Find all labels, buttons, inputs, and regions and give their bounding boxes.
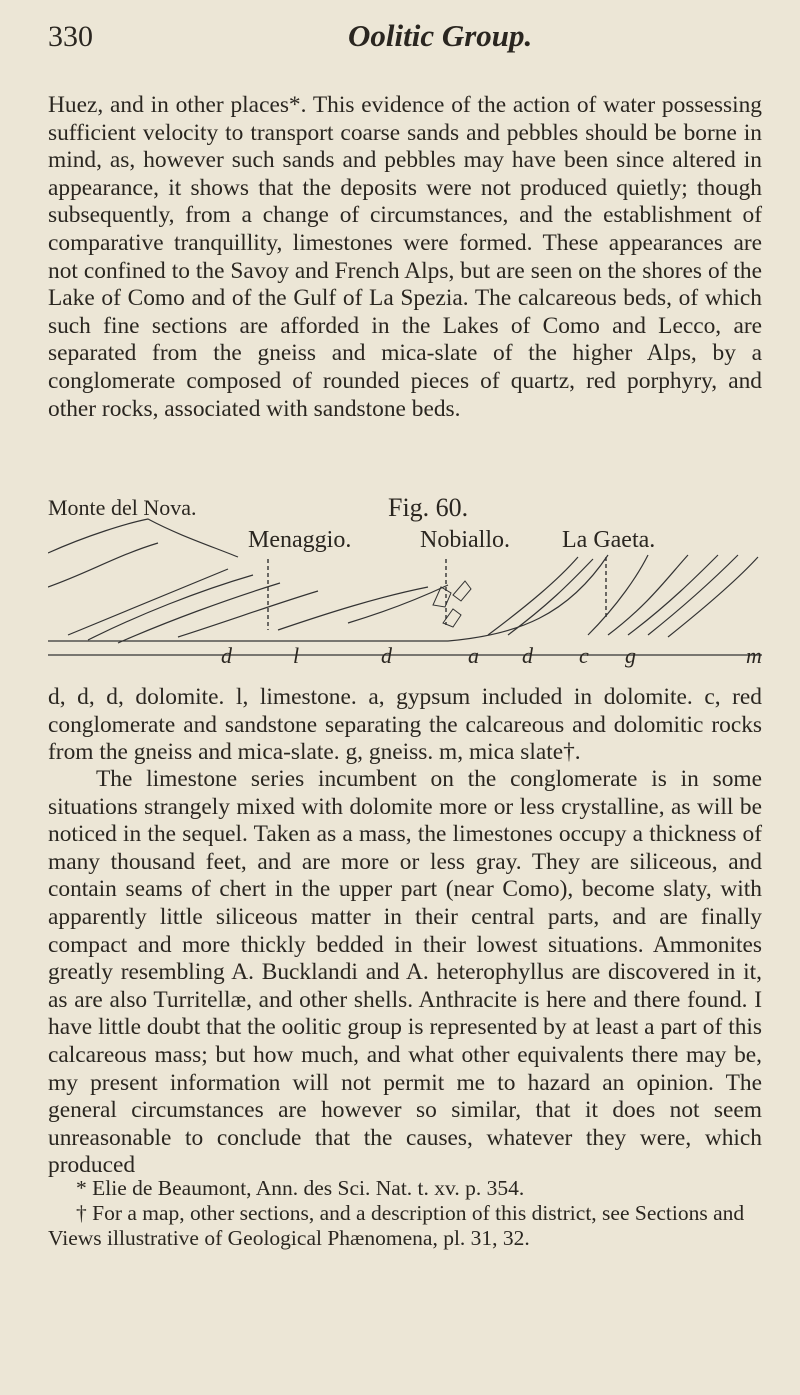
- legend-text: d, d, d, dolomite. l, limestone. a, gypsum included in dolomite. c, red conglomerate and sandstone separating the calcareous and dolomitic rocks from the gneiss and mica-slate. g, gneiss. m, mica slate†.: [48, 684, 762, 766]
- place-label-nobiallo: Nobiallo.: [420, 527, 510, 553]
- body-text-bottom: [48, 766, 762, 1180]
- letter-d-2: d: [381, 643, 392, 668]
- page-number: 330: [48, 20, 93, 53]
- section-drawing: [48, 495, 762, 670]
- section-markers: [268, 557, 606, 630]
- place-label-menaggio: Menaggio.: [248, 527, 352, 553]
- geological-section-figure: [48, 495, 762, 670]
- letter-a: a: [468, 643, 479, 668]
- page-header: [48, 18, 748, 58]
- letter-d-1: d: [221, 643, 232, 668]
- place-label-monte-del-nova: Monte del Nova.: [48, 495, 197, 520]
- strata-lines: [48, 519, 758, 643]
- paragraph: The limestone series incumbent on the conglomerate is in some situations strangely mixed with dolomite more or less crystalline, as will be noticed in the sequel. Taken as a mass, the limestones occupy a thickness of many thousand feet, and are more or less gray. They are siliceous, and contain seams of chert in the upper part (near Como), become slaty, with apparently little siliceous matter in their central parts, and are finally compact and more thickly bedded in their lowest situations. Ammonites greatly resembling A. Bucklandi and A. heterophyllus are discovered in it, as are also Turritellæ, and other shells. Anthracite is here and there found. I have little doubt that the oolitic group is represented by at least a part of this calcareous mass; but how much, and what other equivalents there may be, my present information will not permit me to hazard an opinion. The general circumstances are however so similar, that it does not seem unreasonable to conclude that the causes, whatever they were, which produced: [48, 766, 762, 1179]
- footnote: * Elie de Beaumont, Ann. des Sci. Nat. t. xv. p. 354.: [76, 1176, 525, 1200]
- letter-m: m: [746, 643, 762, 668]
- body-text-top: [48, 92, 762, 423]
- letter-c: c: [579, 643, 589, 668]
- footnote: † For a map, other sections, and a description of this district, see Sections and Views illustrative of Geological Phænomena, pl. 31, 32.: [48, 1201, 745, 1250]
- letter-l: l: [293, 643, 300, 668]
- place-label-la-gaeta: La Gaeta.: [562, 527, 656, 553]
- gypsum-patch: [433, 581, 471, 627]
- footnotes: [48, 1176, 762, 1251]
- running-title: Oolitic Group.: [348, 18, 533, 53]
- letter-d-3: d: [522, 643, 533, 668]
- figure-label: Fig. 60.: [388, 493, 469, 522]
- figure-legend: [48, 684, 762, 767]
- paragraph: Huez, and in other places*. This evidence of the action of water possessing sufficient velocity to transport coarse sands and pebbles should be borne in mind, as, however such sands and pebbles may have been since altered in appearance, it shows that the deposits were not produced quietly; though subsequently, from a change of circumstances, and the establishment of comparative tranquillity, limestones were formed. These appearances are not confined to the Savoy and French Alps, but are seen on the shores of the Lake of Como and of the Gulf of La Spezia. The calcareous beds, of which such fine sections are afforded in the Lakes of Como and Lecco, are separated from the gneiss and mica-slate of the higher Alps, by a conglomerate composed of rounded pieces of quartz, red porphyry, and other rocks, associated with sandstone beds.: [48, 92, 762, 422]
- letter-g: g: [625, 643, 636, 668]
